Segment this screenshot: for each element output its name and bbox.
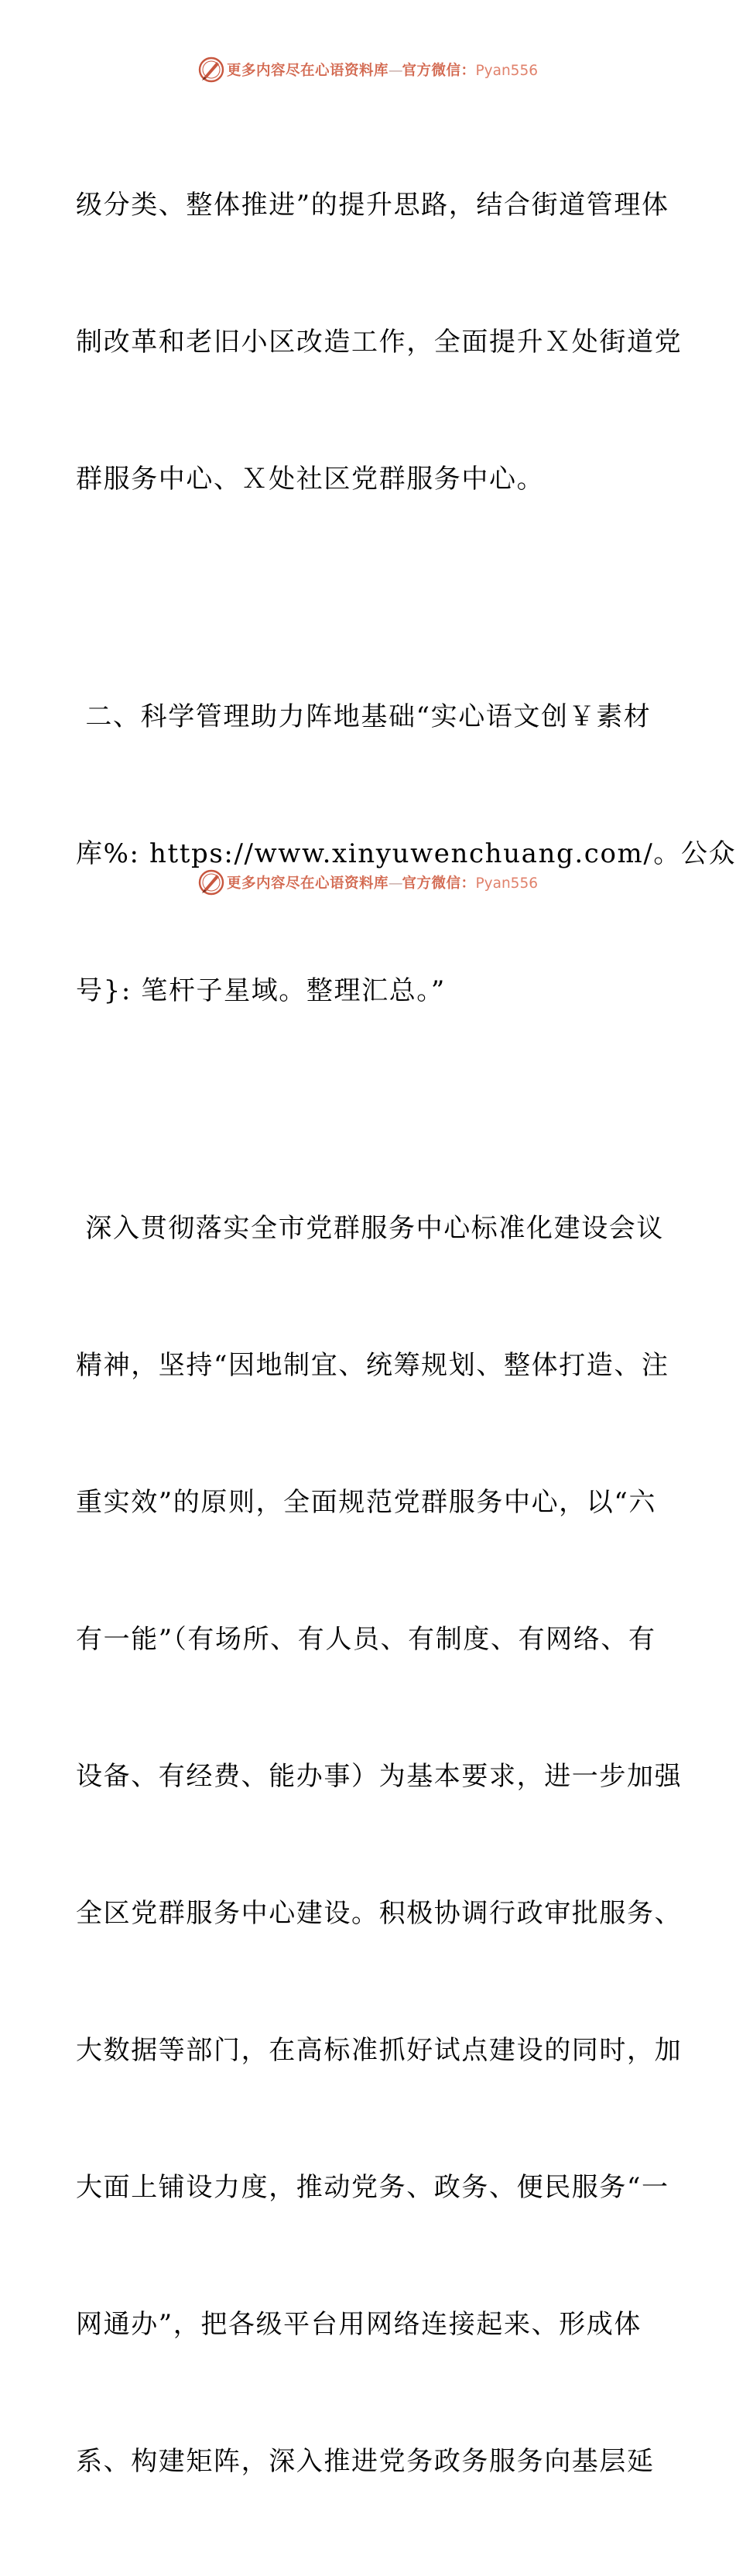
watermark-account: Pyan556 (475, 875, 538, 892)
text-line: 制改革和老旧小区改造工作，全面提升Ｘ处街道党 (76, 327, 683, 358)
text-line: 重实效”的原则，全面规范党群服务中心，以“六 (76, 1487, 656, 1518)
text-line: 库%: https://www.xinyuwenchuang.com/。公众 (76, 838, 736, 869)
paragraph-1 (76, 91, 683, 594)
text-line: 大面上铺设力度，推动党务、政务、便民服务“一 (76, 2172, 669, 2203)
watermark-text (227, 872, 538, 892)
footer-watermark (0, 868, 735, 896)
watermark-middle: 官方微信： (402, 875, 476, 892)
quill-logo-icon (197, 868, 225, 896)
watermark-middle: 官方微信： (402, 63, 476, 79)
text-line: 精神，坚持“因地制宜、统筹规划、整体打造、注 (76, 1350, 669, 1381)
watermark-prefix: 更多内容尽在心语资料库 (226, 63, 389, 79)
text-line: 级分类、整体推进”的提升思路，结合街道管理体 (76, 190, 669, 221)
text-line: 号}: 笔杆子星域。整理汇总。” (76, 975, 446, 1006)
watermark-text (227, 60, 538, 80)
body-text (76, 91, 736, 2576)
text-line: 设备、有经费、能办事）为基本要求，进一步加强 (76, 1761, 683, 1792)
text-line: 全区党群服务中心建设。积极协调行政审批服务、 (76, 1898, 683, 1929)
watermark-prefix: 更多内容尽在心语资料库 (226, 875, 389, 892)
paragraph-3 (76, 1115, 683, 2576)
paragraph-2-section-heading (76, 603, 736, 1105)
watermark-account: Pyan556 (475, 63, 538, 79)
text-line: 系、构建矩阵，深入推进党务政务服务向基层延 (76, 2446, 655, 2477)
text-line: 有一能”（有场所、有人员、有制度、有网络、有 (76, 1624, 656, 1655)
header-watermark (0, 56, 735, 84)
text-line: 深入贯彻落实全市党群服务中心标准化建设会议 (76, 1213, 665, 1244)
quill-logo-icon (197, 56, 225, 84)
text-line: 大数据等部门，在高标准抓好试点建设的同时，加 (76, 2035, 683, 2066)
watermark-dash: — (389, 875, 402, 892)
text-line: 二、科学管理助力阵地基础“实心语文创￥素材 (76, 701, 652, 732)
watermark-dash: — (389, 63, 402, 79)
text-line: 网通办”，把各级平台用网络连接起来、形成体 (76, 2309, 642, 2340)
text-line: 群服务中心、Ｘ处社区党群服务中心。 (76, 464, 545, 495)
